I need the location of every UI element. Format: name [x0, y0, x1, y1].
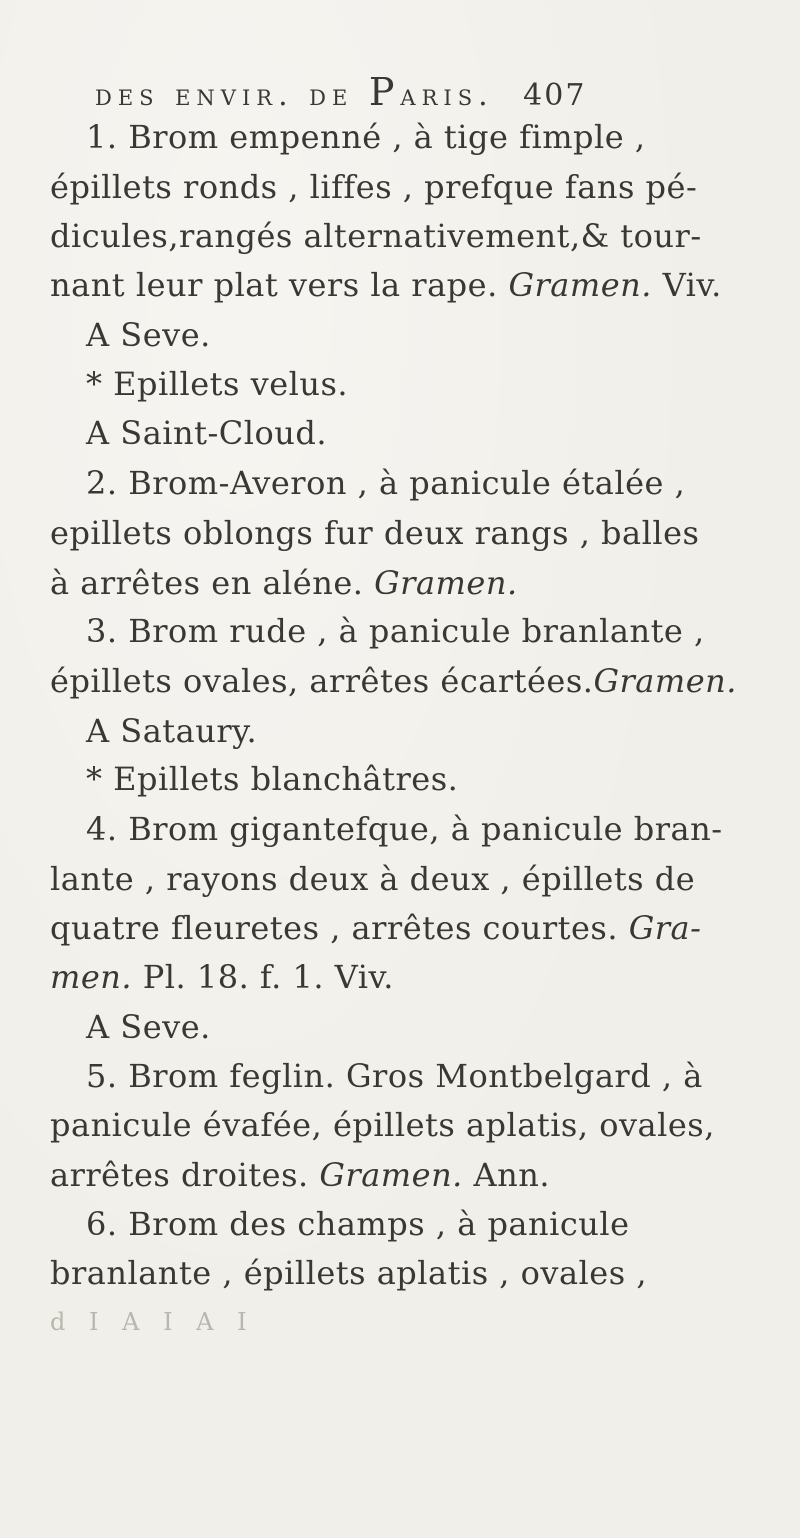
text-line: branlante , épillets aplatis , ovales ,: [50, 1254, 647, 1292]
running-header: [95, 70, 695, 114]
text-line: A Saint-Cloud.: [86, 414, 328, 452]
text-line: nant leur plat vers la rape. Gramen. Viv.: [50, 266, 722, 304]
running-title-b: P: [368, 70, 401, 114]
text-line: quatre fleuretes , arrêtes courtes. Gra-: [50, 909, 702, 947]
text-line: épillets ronds , liffes , prefque fans pé-: [50, 168, 698, 206]
running-title-a: des envir. de: [95, 78, 369, 113]
show-through-text: d I A I A I: [50, 1308, 255, 1336]
running-title-c: aris.: [400, 78, 494, 113]
text-line: lante , rayons deux à deux , épillets de: [50, 860, 696, 898]
text-line: 6. Brom des champs , à panicule: [86, 1205, 630, 1243]
text-line: à arrêtes en aléne. Gramen.: [50, 564, 518, 602]
text-line: arrêtes droites. Gramen. Ann.: [50, 1156, 551, 1194]
text-line: 3. Brom rude , à panicule branlante ,: [86, 612, 705, 650]
text-line: panicule évafée, épillets aplatis, ovales,: [50, 1106, 715, 1144]
page-number: 407: [523, 78, 587, 113]
text-line: épillets ovales, arrêtes écartées.Gramen.: [50, 662, 737, 700]
text-line: 4. Brom gigantefque, à panicule bran-: [86, 810, 723, 848]
text-line: A Seve.: [86, 316, 211, 354]
text-line: dicules,rangés alternativement,& tour-: [50, 217, 702, 255]
text-line: A Sataury.: [86, 712, 258, 750]
text-line: 5. Brom feglin. Gros Montbelgard , à: [86, 1057, 703, 1095]
text-line: men. Pl. 18. f. 1. Viv.: [50, 958, 394, 996]
text-line: 1. Brom empenné , à tige fimple ,: [86, 118, 646, 156]
text-line: * Epillets blanchâtres.: [86, 760, 459, 798]
text-line: * Epillets velus.: [86, 365, 349, 403]
text-line: A Seve.: [86, 1008, 211, 1046]
text-line: 2. Brom-Averon , à panicule étalée ,: [86, 464, 686, 502]
text-line: epillets oblongs fur deux rangs , balles: [50, 514, 700, 552]
